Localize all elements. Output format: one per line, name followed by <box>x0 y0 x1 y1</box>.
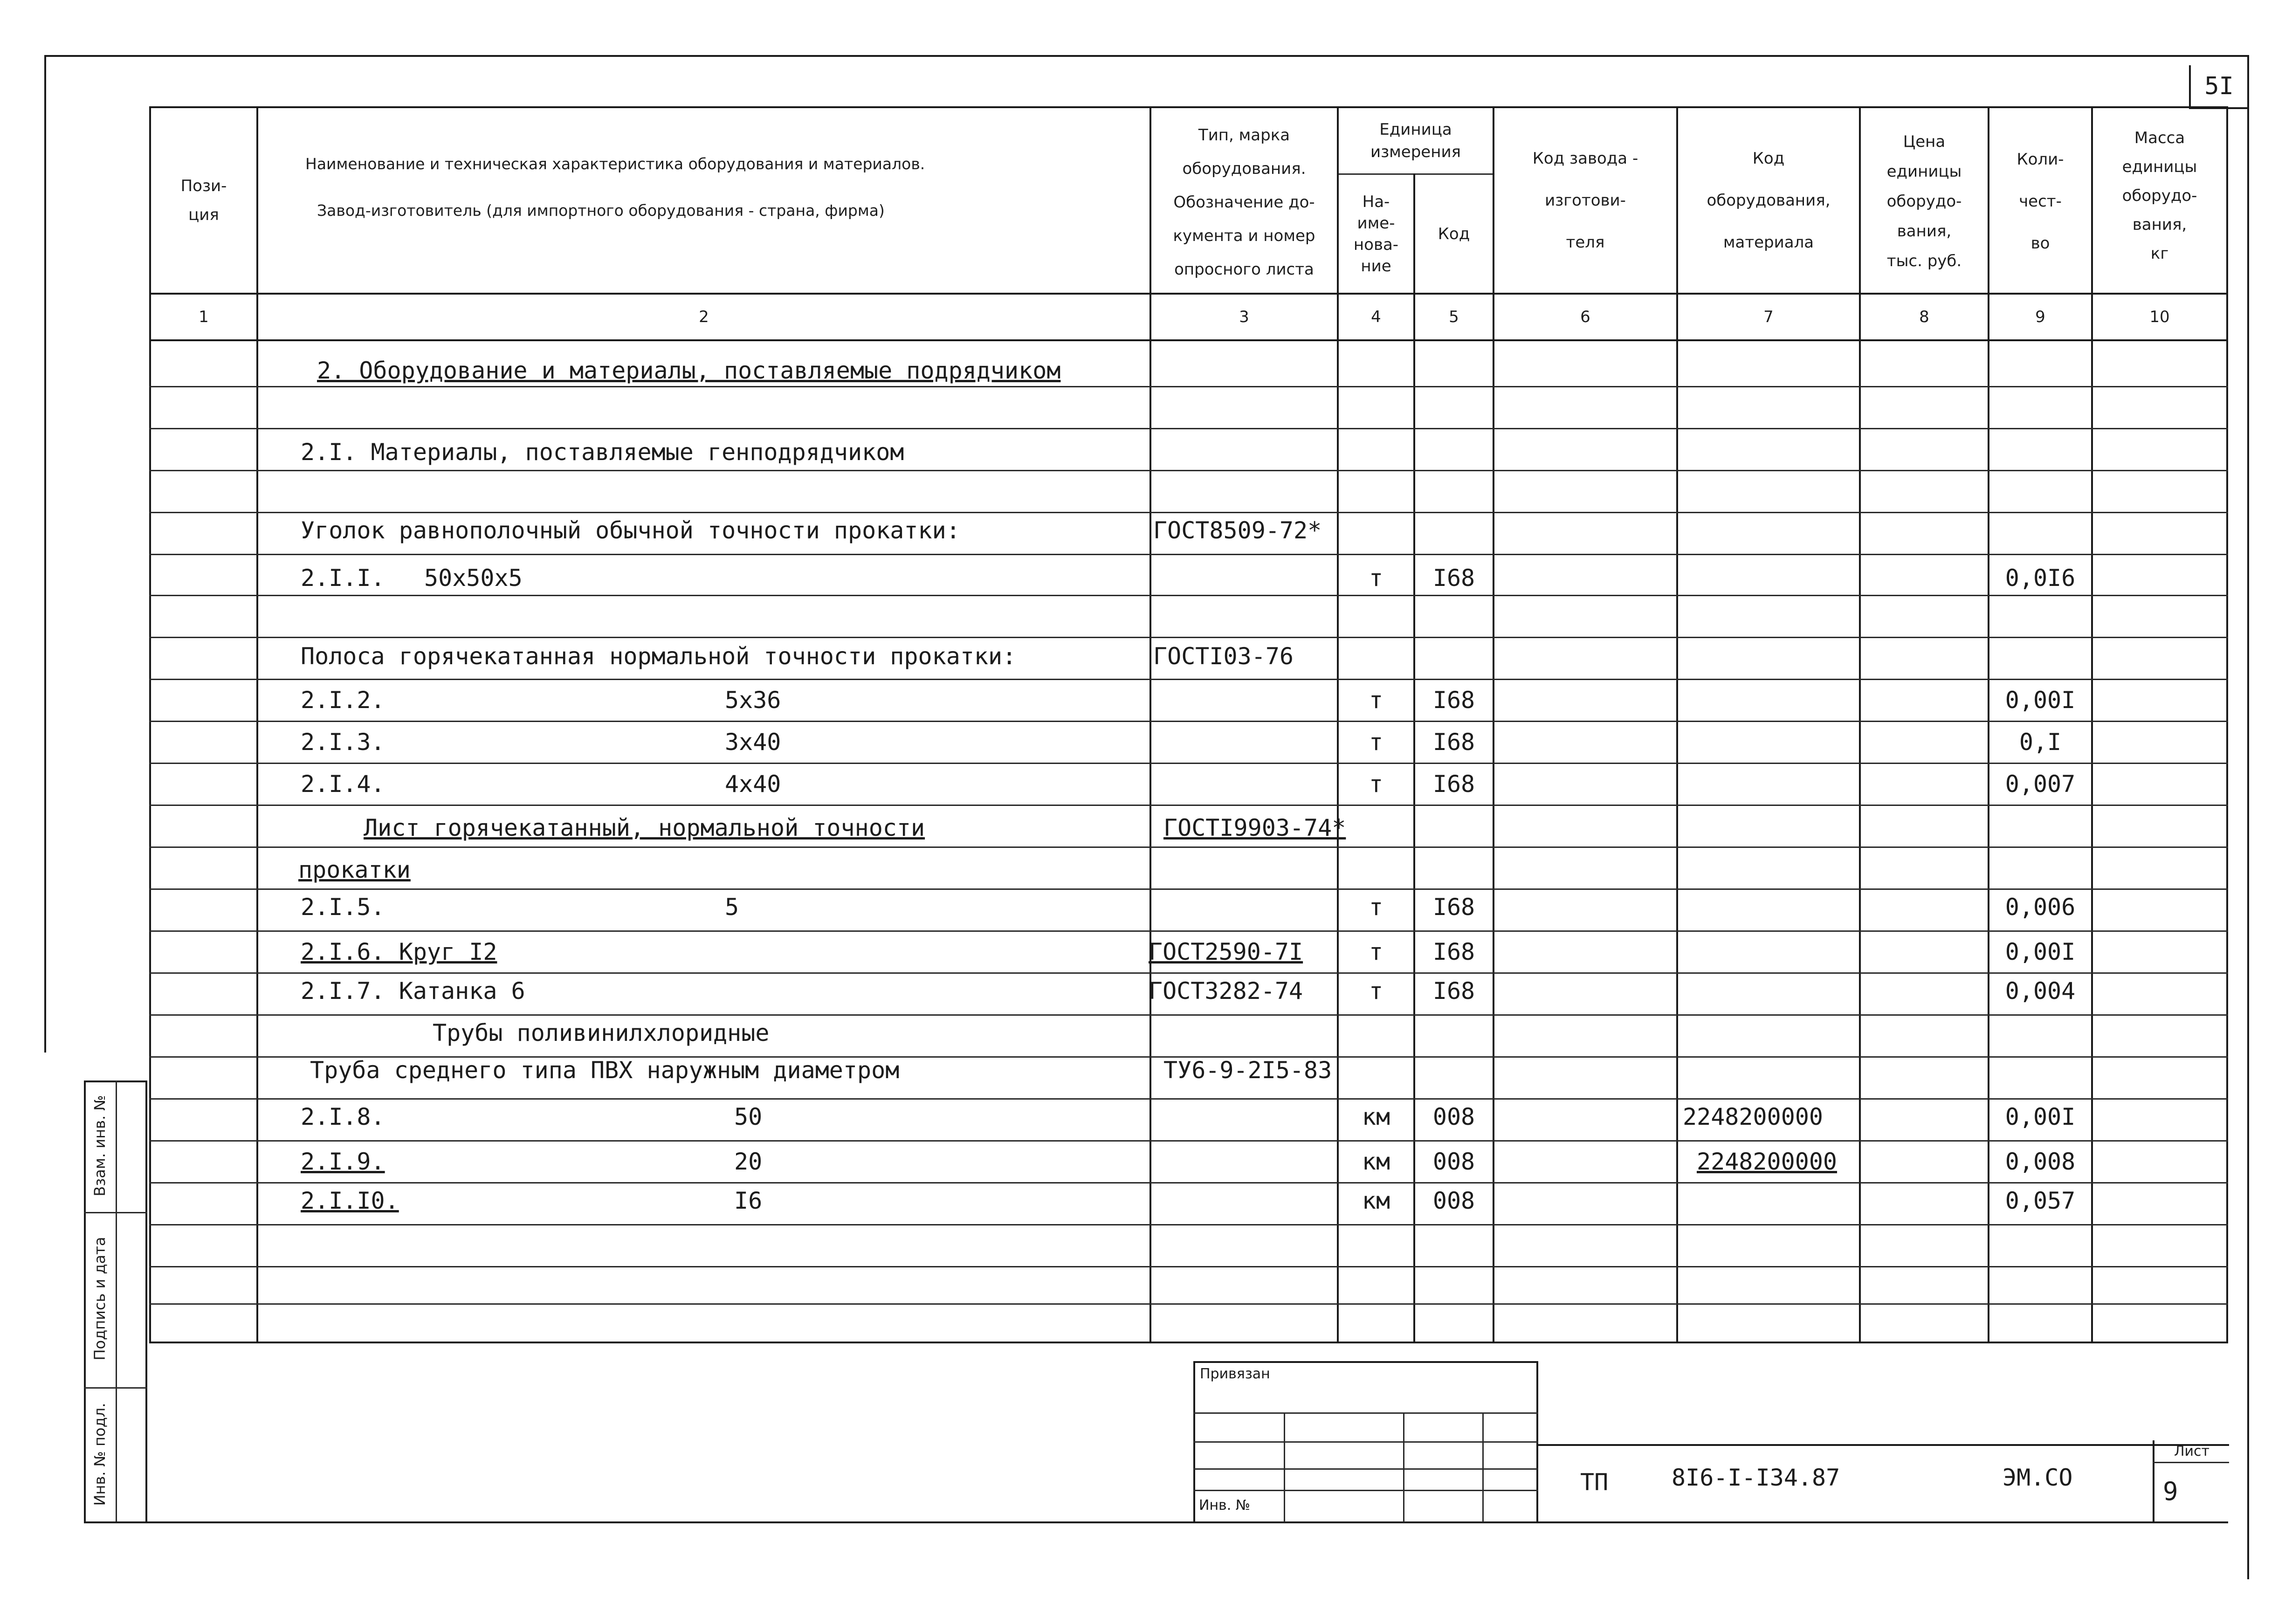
frame-top-line <box>44 55 2249 57</box>
title-block-top <box>1538 1444 2229 1446</box>
quantity: 0,I <box>2019 729 2062 756</box>
row-line <box>149 1014 2228 1016</box>
quantity: 0,006 <box>2005 894 2076 921</box>
item-size: 50х50х5 <box>424 564 523 592</box>
row-line <box>149 763 2228 764</box>
type-mark: ГОСТ3282-74 <box>1149 977 1303 1005</box>
binding-col <box>1284 1412 1285 1522</box>
binding-col <box>1403 1412 1404 1522</box>
inventory-number-label: Инв. № <box>1199 1497 1251 1514</box>
document-mark: ЭМ.СО <box>2003 1464 2073 1491</box>
binding-col <box>1482 1412 1484 1522</box>
unit-code: I68 <box>1432 564 1475 592</box>
row-line <box>149 512 2228 513</box>
sheet-box-divider <box>2153 1462 2229 1463</box>
row-line <box>149 1182 2228 1184</box>
item-position: 2.I.4. <box>301 771 385 798</box>
header-mass: Масса единицы оборудо- вания, кг <box>2122 129 2197 263</box>
unit-name: км <box>1362 1103 1390 1130</box>
colnum-bottom-border <box>149 339 2228 341</box>
quantity: 0,007 <box>2005 771 2076 798</box>
side-label-podpis: Подпись и дата <box>91 1237 109 1361</box>
sheet-label: Лист <box>2174 1443 2210 1459</box>
column-number: 2 <box>699 308 709 326</box>
unit-name: км <box>1362 1148 1390 1175</box>
col-line-9 <box>2091 106 2093 1342</box>
row-line <box>149 888 2228 890</box>
unit-code: I68 <box>1432 938 1475 965</box>
header-unit: Единица измерения <box>1370 120 1461 161</box>
header-price: Цена единицы оборудо- вания, тыс. руб. <box>1886 132 1962 270</box>
header-name-line1: Наименование и техническая характеристика оборудования и материалов. <box>305 155 925 173</box>
unit-code: I68 <box>1432 771 1475 798</box>
material-code: 2248200000 <box>1697 1148 1838 1175</box>
unit-subheader-line <box>1337 173 1494 175</box>
item-size: 20 <box>734 1148 763 1175</box>
item-position: 2.I.5. <box>301 894 385 921</box>
row-line <box>149 428 2228 429</box>
group-heading: Трубы поливинилхлоридные <box>433 1019 770 1046</box>
sheet-number: 9 <box>2163 1477 2178 1506</box>
quantity: 0,00I <box>2005 938 2076 965</box>
type-mark: ГОСТ2590-7I <box>1149 938 1303 965</box>
group-heading: Лист горячекатанный, нормальной точности <box>364 814 925 841</box>
item-position: 2.I.I. <box>301 564 385 592</box>
frame-bottom-line <box>84 1521 2228 1523</box>
group-heading: Полоса горячекатанная нормальной точности прокатки: <box>301 643 1017 670</box>
tp-label: ТП <box>1580 1469 1609 1496</box>
header-position: Пози- ция <box>180 177 227 224</box>
item-size: 3х40 <box>725 729 781 756</box>
row-line <box>149 679 2228 680</box>
item-size: 4х40 <box>725 771 781 798</box>
unit-code: I68 <box>1432 894 1475 921</box>
type-mark: ГОСТ8509-72* <box>1153 517 1322 544</box>
quantity: 0,008 <box>2005 1148 2076 1175</box>
col-line-1 <box>256 106 258 1342</box>
row-line <box>149 595 2228 596</box>
row-line <box>149 972 2228 974</box>
frame-left-line <box>44 55 46 1053</box>
unit-code: 008 <box>1432 1148 1475 1175</box>
column-number: 1 <box>199 308 209 326</box>
row-line <box>149 846 2228 848</box>
item-position: 2.I.6. Круг I2 <box>301 938 497 965</box>
unit-name: т <box>1369 729 1383 756</box>
unit-name: км <box>1362 1187 1390 1214</box>
header-type: Тип, марка оборудования. Обозначение до- кумента и номер опросного листа <box>1173 126 1315 279</box>
header-material-code: Код оборудования, материала <box>1707 149 1831 252</box>
column-number: 6 <box>1580 308 1590 326</box>
row-line <box>149 1140 2228 1142</box>
item-position: 2.I.I0. <box>301 1187 399 1214</box>
col-line-10 <box>2226 106 2228 1342</box>
quantity: 0,004 <box>2005 977 2076 1005</box>
column-number: 3 <box>1239 308 1249 326</box>
side-label-inv-podl: Инв. № подл. <box>91 1403 109 1506</box>
item-position: 2.I.7. Катанка 6 <box>301 977 525 1005</box>
unit-name: т <box>1369 687 1383 714</box>
header-name-line2: Завод-изготовитель (для импортного оборудования - страна, фирма) <box>317 201 885 220</box>
row-line <box>149 637 2228 638</box>
column-number: 8 <box>1919 308 1929 326</box>
unit-name: т <box>1369 771 1383 798</box>
quantity: 0,057 <box>2005 1187 2076 1214</box>
quantity: 0,00I <box>2005 1103 2076 1130</box>
unit-code: I68 <box>1432 729 1475 756</box>
column-number: 7 <box>1763 308 1774 326</box>
unit-name: т <box>1369 977 1383 1005</box>
row-line <box>149 930 2228 932</box>
group-heading-continued: прокатки <box>298 856 411 883</box>
group-heading: Труба среднего типа ПВХ наружным диаметром <box>310 1057 900 1084</box>
sheet-corner-number: 5I <box>2204 72 2234 100</box>
row-line <box>149 1098 2228 1100</box>
binding-row <box>1193 1412 1538 1414</box>
unit-name: т <box>1369 938 1383 965</box>
section-heading: 2. Оборудование и материалы, поставляемые подрядчиком <box>317 357 1061 384</box>
row-line <box>149 386 2228 387</box>
header-unit-code: Код <box>1438 225 1470 243</box>
item-size: 5х36 <box>725 687 781 714</box>
quantity: 0,00I <box>2005 687 2076 714</box>
unit-code: I68 <box>1432 977 1475 1005</box>
unit-code: I68 <box>1432 687 1475 714</box>
unit-code: 008 <box>1432 1103 1475 1130</box>
item-position: 2.I.3. <box>301 729 385 756</box>
row-line <box>149 805 2228 806</box>
table-bottom-border <box>149 1342 2228 1343</box>
quantity: 0,0I6 <box>2005 564 2076 592</box>
binding-label: Привязан <box>1200 1366 1270 1382</box>
type-mark: ТУ6-9-2I5-83 <box>1163 1057 1332 1084</box>
column-number: 9 <box>2035 308 2045 326</box>
document-code: 8I6-I-I34.87 <box>1672 1464 1840 1491</box>
col-line-5 <box>1493 106 1494 1342</box>
binding-row <box>1193 1441 1538 1443</box>
header-quantity: Коли- чест- во <box>2017 150 2064 253</box>
unit-name: т <box>1369 564 1383 592</box>
row-line <box>149 554 2228 555</box>
item-position: 2.I.2. <box>301 687 385 714</box>
subsection-heading: 2.I. Материалы, поставляемые генподрядчиком <box>301 439 904 466</box>
col-line-7 <box>1859 106 1861 1342</box>
column-number: 5 <box>1449 308 1459 326</box>
side-strip-divider <box>116 1080 117 1523</box>
item-size: I6 <box>734 1187 763 1214</box>
binding-row <box>1193 1468 1538 1470</box>
col-line-6 <box>1676 106 1678 1342</box>
row-line <box>149 1303 2228 1305</box>
side-strip-row <box>84 1387 147 1389</box>
type-mark: ГОСТI03-76 <box>1153 643 1294 670</box>
item-position: 2.I.8. <box>301 1103 385 1130</box>
unit-name: т <box>1369 894 1383 921</box>
group-heading: Уголок равнополочный обычной точности прокатки: <box>301 517 960 544</box>
side-label-vzam: Взам. инв. № <box>91 1095 109 1197</box>
column-number: 4 <box>1371 308 1381 326</box>
header-factory-code: Код завода - изготови- теля <box>1532 149 1638 252</box>
item-size: 5 <box>725 894 739 921</box>
unit-code: 008 <box>1432 1187 1475 1214</box>
material-code: 2248200000 <box>1683 1103 1824 1130</box>
row-line <box>149 721 2228 722</box>
item-position: 2.I.9. <box>301 1148 385 1175</box>
table-top-border <box>149 106 2228 108</box>
frame-right-line <box>2247 55 2249 1579</box>
type-mark: ГОСТI9903-74* <box>1163 814 1346 841</box>
row-line <box>149 1266 2228 1267</box>
item-size: 50 <box>734 1103 763 1130</box>
row-line <box>149 470 2228 471</box>
column-number: 10 <box>2149 308 2170 326</box>
header-unit-name: На- име- нова- ние <box>1353 193 1399 275</box>
row-line <box>149 1224 2228 1225</box>
binding-row <box>1193 1490 1538 1491</box>
